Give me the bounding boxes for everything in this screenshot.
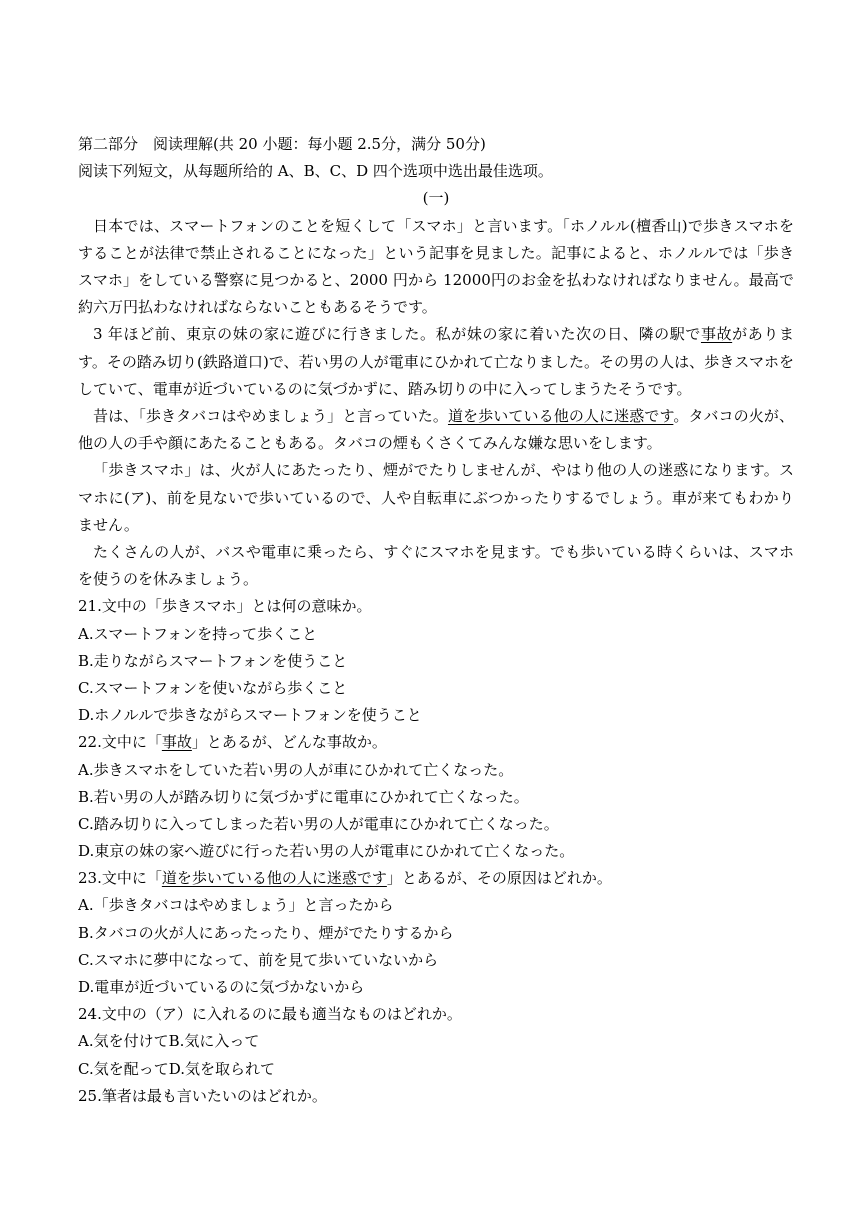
option-a: A.「歩きタバコはやめましょう」と言ったから <box>78 896 394 915</box>
stem-underlined: 道を歩いている他の人に迷惑です <box>161 869 387 888</box>
passage-paragraph-2 <box>78 321 794 403</box>
question-stem <box>78 729 794 756</box>
option-c: C.スマホに夢中になって、前を見て歩いていないから <box>78 950 439 969</box>
option-a: A.スマートフォンを持って歩くこと <box>78 624 318 643</box>
stem-text: 22.文中に「 <box>78 733 162 752</box>
stem-text: 」とあるが、どんな事故か。 <box>191 733 387 752</box>
stem-text: 23.文中に「 <box>78 869 162 888</box>
question-24 <box>78 1001 794 1083</box>
passage-text: 3 年ほど前、東京の妹の家に遊びに行きました。私が妹の家に着いた次の日、隣の駅で <box>93 325 701 344</box>
option-a: A.歩きスマホをしていた若い男の人が車にひかれて亡くなった。 <box>78 760 514 779</box>
question-25 <box>78 1083 794 1110</box>
passage-paragraph-3 <box>78 403 794 457</box>
question-21 <box>78 593 794 729</box>
option-b: B.若い男の人が踏み切りに気づかずに電車にひかれて亡くなった。 <box>78 787 529 806</box>
question-22 <box>78 729 794 865</box>
passage-paragraph-1: 日本では、スマートフォンのことを短くして「スマホ」と言います。「ホノルル(檀香山)で歩きスマホをすることが法律で禁止されることになった」という記事を見ました。記事によると、ホノルルでは「歩きスマホ」をしている警察に見つかると、2000 円から 12000円のお金を払わなければなりません。最高で約六万円払わなければならないこともあるそうです。 <box>78 216 794 317</box>
option-d: D.東京の妹の家へ遊びに行った若い男の人が電車にひかれて亡くなった。 <box>78 842 575 861</box>
option-d: D.ホノルルで歩きながらスマートフォンを使うこと <box>78 706 422 725</box>
question-stem: 24.文中の（ア）に入れるのに最も適当なものはどれか。 <box>78 1005 462 1024</box>
underlined-phrase-accident: 事故 <box>700 325 733 344</box>
option-c: C.スマートフォンを使いながら歩くこと <box>78 678 348 697</box>
instruction-text: 阅读下列短文，从每题所给的 A、B、C、D 四个选项中选出最佳选项。 <box>78 162 553 181</box>
stem-underlined: 事故 <box>161 733 192 752</box>
question-23 <box>78 865 794 1001</box>
passage-number: (一) <box>422 189 450 208</box>
passage-paragraph-5: たくさんの人が、バスや電車に乗ったら、すぐにスマホを見ます。でも歩いている時くらいは、スマホを使うのを休みましょう。 <box>78 543 794 589</box>
passage-text: があります。その踏み切り(鉄路道口)で、若い男の人が電車にひかれて亡なりました。その男の人は、歩きスマホをしていて、電車が近づいているのに気づかずに、踏み切りの中に入ってしまうたそうです。 <box>78 325 794 398</box>
question-stem: 21.文中の「歩きスマホ」とは何の意味か。 <box>78 597 372 616</box>
option-d: D.電車が近づいているのに気づかないから <box>78 978 365 997</box>
option-c: C.踏み切りに入ってしまった若い男の人が電車にひかれて亡くなった。 <box>78 814 559 833</box>
question-stem: 25.筆者は最も言いたいのはどれか。 <box>78 1086 327 1105</box>
passage-paragraph-4: 「歩きスマホ」は、火が人にあたったり、煙がでたりしませんが、やはり他の人の迷惑になります。スマホに(ア)、前を見ないで歩いているので、人や自転車にぶつかったりするでしょう。車が来てもわかりません。 <box>78 461 794 534</box>
reading-passage <box>78 213 794 594</box>
option-b: B.走りながらスマートフォンを使うこと <box>78 651 348 670</box>
passage-text: 。タバコの火が、他の人の手や顔にあたることもある。タバコの煙もくさくてみんな嫌な思いをします。 <box>78 406 794 453</box>
document-page <box>78 131 794 1110</box>
stem-text: 」とあるが、その原因はどれか。 <box>386 869 612 888</box>
underlined-phrase-nuisance: 道を歩いている他の人に迷惑です <box>447 406 674 425</box>
question-stem <box>78 865 794 892</box>
section-title: 第二部分 阅读理解(共 20 小题：每小题 2.5分，满分 50分) <box>78 135 486 153</box>
option-b: B.タバコの火が人にあったったり、煙がでたりするから <box>78 923 454 942</box>
options-a-b: A.気を付けてB.気に入って <box>78 1032 260 1051</box>
passage-text: 昔は、「歩きタバコはやめましょう」と言っていた。 <box>93 406 448 425</box>
options-c-d: C.気を配ってD.気を取られて <box>78 1059 275 1078</box>
